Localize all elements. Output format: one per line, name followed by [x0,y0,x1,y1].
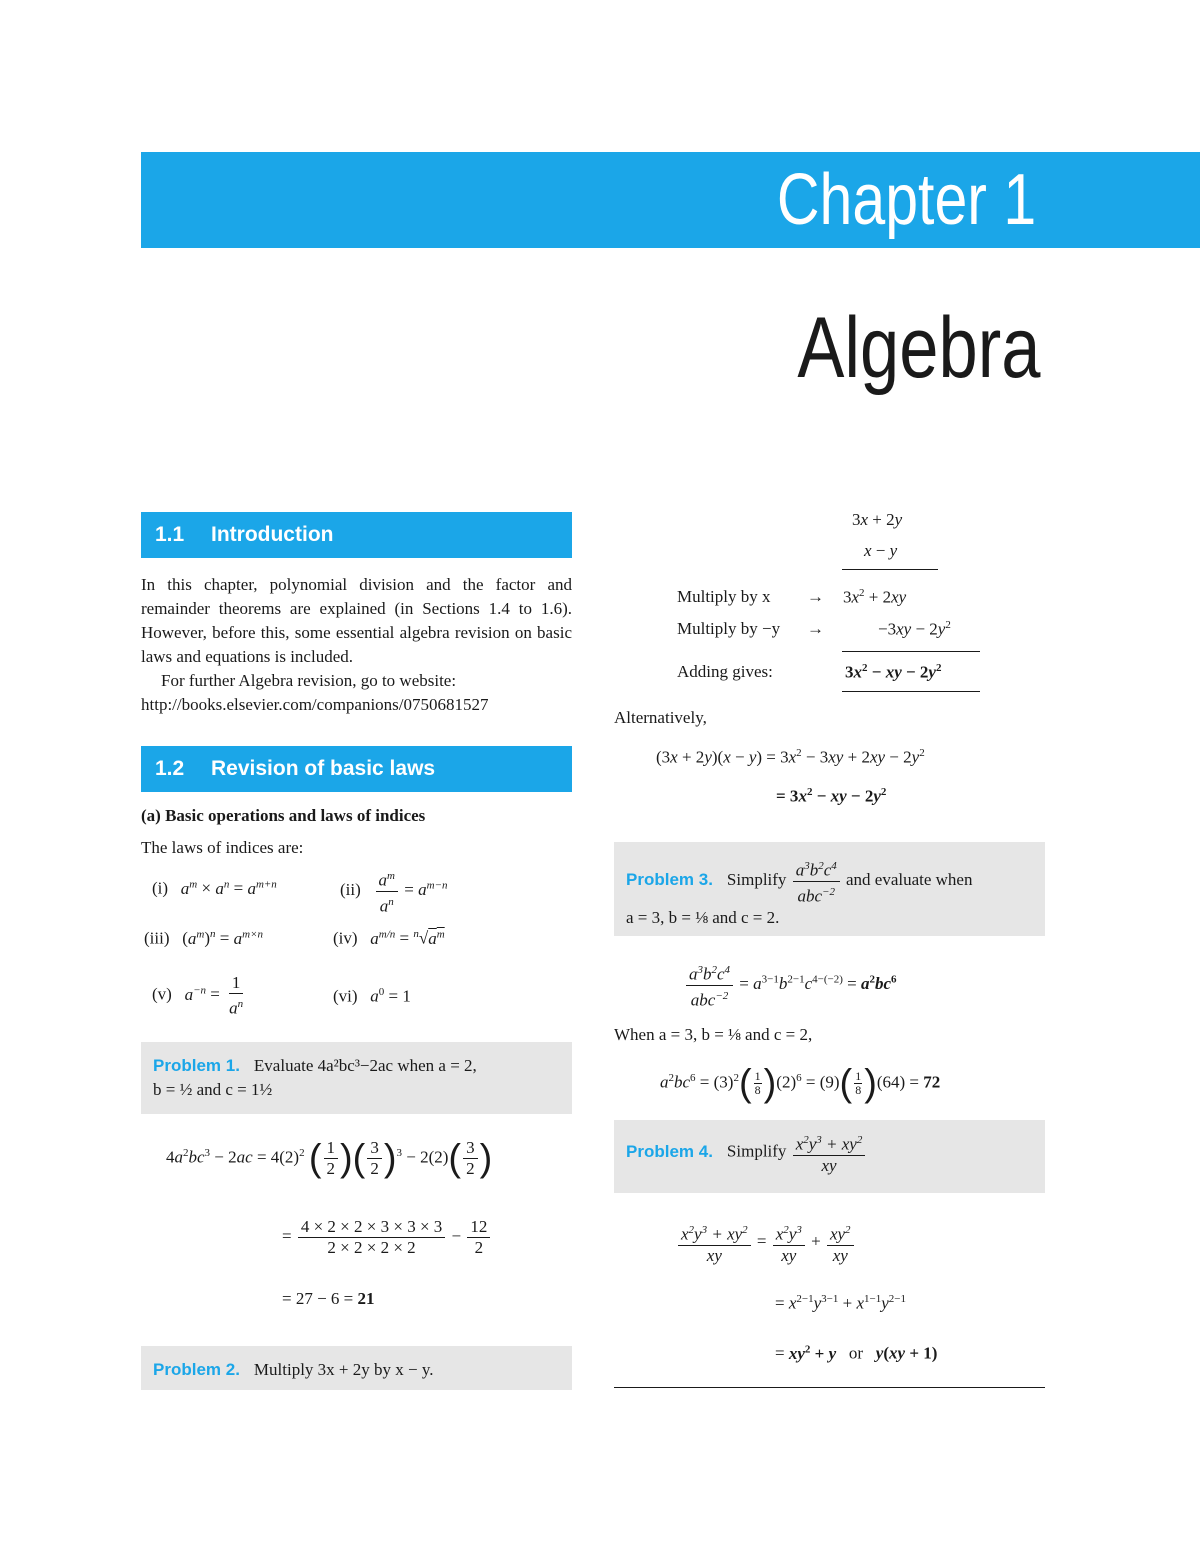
problem-1-box [141,1042,572,1114]
p3-step-1: $\frac{a^3b^2c^4}{abc^{-2}}$ = $a^{3-1}b^{2-1}c^{4-(-2)} = a^2bc^6$ [684,960,897,1010]
law-i: (i) $a^m \times a^n = a^{m+n}$ [152,878,277,898]
section-number: 1.1 [155,523,185,546]
p3-step-2: $a^2bc^6 = (3)^2$( $\frac{1}{8}$ )$(2)^6 = (9)$( $\frac{1}{8}$ )(64) = 72 [660,1062,941,1105]
section-title: Introduction [211,523,334,546]
law-iv: (iv) $a^{m/n} = ^n√a^m$ [333,928,445,948]
arrow-icon: → [807,619,824,638]
p4-step-3: = $xy^2 + y$ or y(xy + 1) [775,1343,938,1363]
law-label: (i) [152,878,169,898]
section-number: 1.2 [155,757,185,780]
law-vi: (vi) $a^0 = 1$ [333,986,411,1006]
problem-label: Problem 1. [153,1056,240,1075]
problem-text-2: and evaluate when [845,870,973,890]
law-label: (iii) [144,928,170,948]
chapter-banner [141,152,1200,248]
chapter-title: Algebra [796,300,1040,396]
intro-url: http://books.elsevier.com/companions/0750681527 [141,695,489,714]
mult-row-1: 3x + 2y [852,510,903,529]
p4-step-2: = $x^{2-1}y^{3-1} + x^{1-1}y^{2-1}$ [775,1293,906,1313]
law-v: (v) $a^{-n}$ = $\frac{1}{a^n}$ [152,973,244,1018]
problem-label: Problem 2. [153,1360,240,1379]
problem-label: Problem 4. [626,1141,713,1161]
problem-text: Multiply 3x + 2y by x − y. [253,1360,434,1379]
arrow-icon: → [807,587,824,606]
law-label: (v) [152,984,172,1004]
alt-step-1: $(3x + 2y)(x - y) = 3x^2 - 3xy + 2xy - 2y^2$ [656,747,925,767]
problem-2-box [141,1346,572,1390]
intro-paragraph: In this chapter, polynomial division and the factor and remainder theorems are explained (in Sections 1.4 to 1.6). However, before this, some essential algebra revision on basic laws and equations is included. [141,575,572,666]
bottom-rule [614,1387,1045,1388]
intro-text [141,573,572,717]
or-label: or [848,1343,864,1363]
problem-3-box: Problem 3. Simplify $\frac{a^3b^2c^4}{abc^{-2}}$ and evaluate when a = 3, b = ⅛ and c = 2. [614,842,1045,936]
problem-text-3: a = 3, b = ⅛ and c = 2. [626,908,780,928]
mult-row-3: $3x^2 + 2xy$ [843,587,907,607]
chapter-label: Chapter 1 [776,160,1036,240]
problem-text-2: b = ½ and c = 1½ [153,1080,273,1099]
mult-by-x-label: Multiply by x [677,587,771,606]
law-iii: (iii) $(a^m)^n = a^{m\times n}$ [144,928,264,948]
mult-rule-1 [842,569,938,570]
p1-step-1: $4a^2bc^3 - 2ac = 4(2)^2$ ( $\frac{1}{2}$ )( $\frac{3}{2}$ )$^3$ − 2(2)( $\frac{3}{2}$ ) [166,1137,493,1180]
p4-step-1: $\frac{x^2y^3 + xy^2}{xy}$ = $\frac{x^2y^3}{xy}$ + $\frac{xy^2}{xy}$ [676,1220,856,1266]
mult-rule-3 [842,691,980,692]
alternatively-label: Alternatively, [614,708,707,727]
problem-text: Evaluate 4a²bc³−2ac when a = 2, [253,1056,477,1075]
p1-step-3: = 27 − 6 = 21 [282,1289,375,1308]
section-heading-introduction [141,512,572,558]
alt-step-2: = $3x^2$ − xy − $2y^2$ [776,786,887,806]
laws-lead: The laws of indices are: [141,838,304,857]
law-label: (ii) [340,880,361,900]
adding-label: Adding gives: [677,662,773,681]
section-title: Revision of basic laws [211,757,436,780]
mult-rule-2 [842,651,980,652]
law-label: (iv) [333,928,358,948]
problem-text: Simplify [726,870,787,890]
laws-heading: (a) Basic operations and laws of indices [141,806,426,825]
mult-by-y-label: Multiply by −y [677,619,781,638]
problem-label: Problem 3. [626,870,713,890]
p3-when-line: When a = 3, b = ⅛ and c = 2, [614,1025,813,1044]
mult-row-4: $-3xy - 2y^2$ [878,619,951,639]
law-label: (vi) [333,986,358,1006]
problem-4-box: Problem 4. Simplify $\frac{x^2y^3 + xy^2}{xy}$ [614,1120,1045,1193]
law-ii: (ii) $\frac{a^m}{a^n}$ = $a^{m-n}$ [340,866,447,916]
mult-row-2: x − y [864,541,898,560]
section-heading-revision [141,746,572,792]
intro-website-line: For further Algebra revision, go to website: [161,671,457,690]
mult-result: $3x^2$ − xy − $2y^2$ [845,662,942,682]
p1-step-2: = $\frac{4 \times 2 \times 2 \times 3 \times 3 \times 3}{2 \times 2 \times 2 \times 2}$ − $\frac{12}{2}$ [282,1217,492,1258]
problem-text: Simplify [726,1141,787,1161]
